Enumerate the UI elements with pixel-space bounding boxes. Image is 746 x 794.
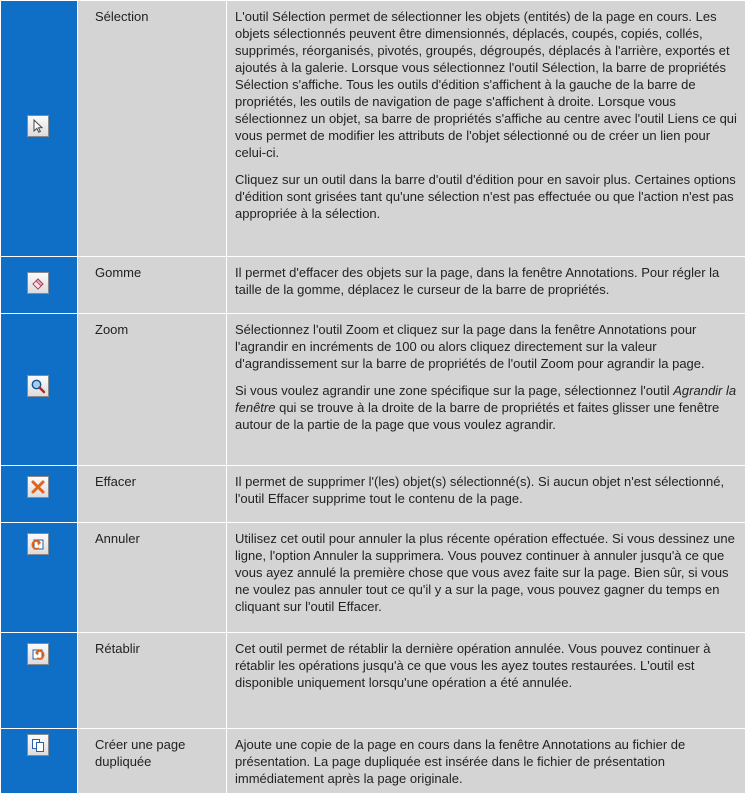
table-row <box>1 523 746 633</box>
description-paragraph: Il permet d'effacer des objets sur la page, dans la fenêtre Annotations. Pour régler la taille de la gomme, déplacez le curseur de la barre de propriétés. <box>235 265 720 297</box>
tool-name: Annuler <box>78 523 227 633</box>
description-paragraph: Ajoute une copie de la page en cours dans la fenêtre Annotations au fichier de présentation. La page dupliquée est insérée dans le fichier de présentation immédiatement après la page originale. <box>235 737 686 786</box>
tool-description <box>227 523 746 633</box>
icon-cell <box>1 257 78 314</box>
table-row <box>1 633 746 729</box>
description-paragraph: Sélectionnez l'outil Zoom et cliquez sur la page dans la fenêtre Annotations pour l'agrandir en incréments de 100 ou alors cliquez directement sur la valeur d'agrandissement sur la barre de propriétés de l'outil Zoom pour agrandir la page. <box>235 322 705 371</box>
table-row <box>1 257 746 314</box>
table-row <box>1 1 746 257</box>
tool-description <box>227 633 746 729</box>
duplicate-page-icon[interactable] <box>27 734 49 756</box>
tool-name: Rétablir <box>78 633 227 729</box>
description-text: Si vous voulez agrandir une zone spécifique sur la page, sélectionnez l'outil <box>235 383 674 398</box>
tool-description <box>227 466 746 523</box>
tool-description <box>227 314 746 466</box>
icon-cell <box>1 314 78 466</box>
icon-cell <box>1 1 78 257</box>
tool-name: Effacer <box>78 466 227 523</box>
table-row <box>1 729 746 794</box>
clear-icon[interactable] <box>27 476 49 498</box>
description-paragraph: Utilisez cet outil pour annuler la plus récente opération effectuée. Si vous dessinez une ligne, l'option Annuler la supprimera. Vous pouvez continuer à annuler jusqu'à ce que vous ayez annulé la première chose que vous avez faite sur la page. Bien sûr, si vous ne voulez pas annuler tout ce qu'il y a sur la page, vous pouvez gagner du temps en cliquant sur l'outil Effacer. <box>235 531 735 614</box>
undo-icon[interactable] <box>27 533 49 555</box>
description-paragraph: Cet outil permet de rétablir la dernière opération annulée. Vous pouvez continuer à rétablir les opérations jusqu'à ce que vous les ayez toutes restaurées. L'outil est disponible uniquement lorsqu'une opération a été annulée. <box>235 641 711 690</box>
zoom-icon[interactable] <box>27 375 49 397</box>
description-paragraph: L'outil Sélection permet de sélectionner les objets (entités) de la page en cours. Les objets sélectionnés peuvent être dimensionnés, déplacés, coupés, copiés, collés, supprimés, réorganisés, pivotés, groupés, dégroupés, déplacés à l'arrière, exportés et ajoutés à la galerie. Lorsque vous sélectionnez l'outil Sélection, la barre de propriétés Sélection s'affiche. Tous les outils d'édition s'affichent à la gauche de la barre de propriétés, les outils de navigation de page s'affichent à droite. Lorsque vous sélectionnez un objet, sa barre de propriétés s'affiche au centre avec l'outil Liens ce qui vous permet de modifier les attributs de l'objet sélectionné ou de créer un lien pour celui-ci. <box>235 9 737 160</box>
description-text: qui se trouve à la droite de la barre de propriétés et faites glisser une fenêtre autour de la partie de la page que vous voulez agrandir. <box>235 400 720 432</box>
description-italic: Agrandir la fenêtre <box>235 383 737 415</box>
tool-name: Zoom <box>78 314 227 466</box>
tool-description <box>227 1 746 257</box>
cursor-icon[interactable] <box>27 115 49 137</box>
table-row <box>1 466 746 523</box>
table-row <box>1 314 746 466</box>
tool-description <box>227 729 746 794</box>
icon-cell <box>1 729 78 794</box>
tool-name: Sélection <box>78 1 227 257</box>
icon-cell <box>1 633 78 729</box>
description-paragraph <box>235 382 737 433</box>
tool-name: Créer une page dupliquée <box>78 729 227 794</box>
description-paragraph: Il permet de supprimer l'(les) objet(s) sélectionné(s). Si aucun objet n'est sélectionné, l'outil Effacer supprime tout le contenu de la page. <box>235 474 725 506</box>
icon-cell <box>1 523 78 633</box>
tool-name: Gomme <box>78 257 227 314</box>
tool-description <box>227 257 746 314</box>
eraser-icon[interactable] <box>27 272 49 294</box>
redo-icon[interactable] <box>27 643 49 665</box>
icon-cell <box>1 466 78 523</box>
description-paragraph: Cliquez sur un outil dans la barre d'outil d'édition pour en savoir plus. Certaines options d'édition sont grisées tant qu'une sélection n'est pas effectuée ou que l'action n'est pas appropriée à la sélection. <box>235 172 736 221</box>
